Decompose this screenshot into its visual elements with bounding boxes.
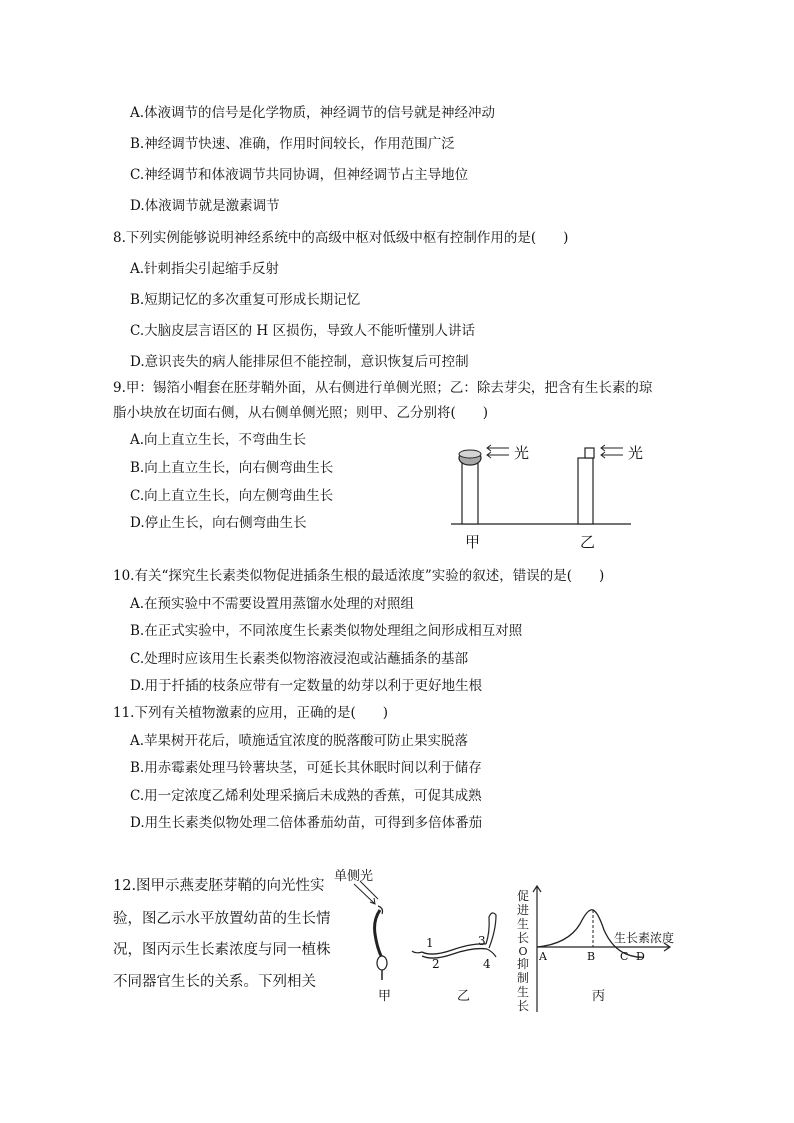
q12-label-bing: 丙: [592, 989, 606, 1004]
q11-stem: 11.下列有关植物激素的应用，正确的是( ): [113, 705, 389, 721]
q9-light-arrows-yi: [601, 445, 623, 458]
q12-y-axis-bottom-3: 生: [516, 985, 530, 999]
q11-option-c: C.用一定浓度乙烯利处理采摘后未成熟的香蕉，可促其成熟: [130, 788, 482, 804]
q8-option-c: C.大脑皮层言语区的 H 区损伤，导致人不能听懂别人讲话: [130, 323, 475, 339]
q10-option-a: A.在预实验中不需要设置用蒸馏水处理的对照组: [130, 596, 415, 612]
q12-stem-line3: 况，图丙示生长素浓度与同一植株: [113, 942, 331, 958]
q9-coleoptile-yi: [578, 458, 593, 524]
q11-option-d: D.用生长素类似物处理二倍体番茄幼苗，可得到多倍体番茄: [130, 815, 483, 831]
q9-option-b: B.向上直立生长，向右侧弯曲生长: [130, 460, 334, 476]
q10-option-b: B.在正式实验中，不同浓度生长素类似物处理组之间形成相互对照: [130, 623, 523, 639]
q12-y-axis-bottom-1: 抑: [516, 957, 530, 971]
q9-stem-line2: 脂小块放在切面右侧，从右侧单侧光照；则甲、乙分别将( ): [113, 405, 489, 421]
q7-option-d: D.体液调节就是激素调节: [130, 198, 280, 214]
q12-point-d: D: [636, 950, 645, 963]
q12-point-b: B: [587, 950, 596, 963]
q11-option-b: B.用赤霉素处理马铃薯块茎，可延长其休眠时间以利于储存: [130, 760, 482, 776]
q12-point-c: C: [620, 950, 629, 963]
q8-option-b: B.短期记忆的多次重复可形成长期记忆: [130, 292, 361, 308]
q10-option-c: C.处理时应该用生长素类似物溶液浸泡或沾蘸插条的基部: [130, 651, 469, 667]
q12-stem-line1: 12.图甲示燕麦胚芽鞘的向光性实: [113, 878, 325, 894]
q9-label-yi: 乙: [580, 533, 596, 551]
q12-y-axis-top-4: 长: [516, 931, 530, 945]
q12-seedling-num-4: 4: [483, 957, 491, 971]
q9-option-d: D.停止生长，向右侧弯曲生长: [130, 515, 307, 531]
q9-option-a: A.向上直立生长，不弯曲生长: [130, 432, 307, 448]
q12-stem-line2: 验，图乙示水平放置幼苗的生长情: [113, 911, 331, 927]
q12-label-jia: 甲: [378, 989, 392, 1004]
q7-option-c: C.神经调节和体液调节共同协调，但神经调节占主导地位: [130, 167, 469, 183]
q12-y-axis-bottom-4: 长: [516, 999, 530, 1013]
q12-x-axis-label: 生长素浓度: [614, 931, 675, 945]
q12-coleoptile-jia: [375, 910, 382, 958]
q9-light-label-2: 光: [628, 444, 644, 462]
q9-coleoptile-jia: [462, 460, 478, 524]
q12-origin: O: [518, 945, 528, 958]
q12-label-yi: 乙: [457, 989, 471, 1004]
q12-seedling-num-2: 2: [432, 957, 440, 971]
q12-y-axis-top-2: 进: [516, 903, 530, 917]
q12-light-arrow: [354, 881, 378, 904]
q9-figure: [445, 436, 645, 554]
q7-option-a: A.体液调节的信号是化学物质，神经调节的信号就是神经冲动: [130, 105, 496, 121]
q12-seedling-num-1: 1: [426, 936, 434, 950]
q9-agar-block: [585, 448, 594, 458]
q12-stem-line4: 不同器官生长的关系。下列相关: [113, 974, 316, 990]
q8-stem: 8.下列实例能够说明神经系统中的高级中枢对低级中枢有控制作用的是( ): [113, 230, 569, 246]
q12-figure: [334, 862, 690, 1017]
q8-option-d: D.意识丧失的病人能排尿但不能控制，意识恢复后可控制: [130, 354, 469, 370]
q9-stem-line1: 9.甲：锡箔小帽套在胚芽鞘外面，从右侧进行单侧光照；乙：除去芽尖，把含有生长素的琼: [113, 380, 653, 396]
q9-option-c: C.向上直立生长，向左侧弯曲生长: [130, 488, 334, 504]
q7-option-b: B.神经调节快速、准确，作用时间较长，作用范围广泛: [130, 136, 455, 152]
q9-light-label-1: 光: [514, 444, 530, 462]
q12-light-label: 单侧光: [334, 869, 374, 884]
q12-y-axis-top-1: 促: [516, 889, 530, 903]
q11-option-a: A.苹果树开花后，喷施适宜浓度的脱落酸可防止果实脱落: [130, 733, 469, 749]
q9-light-arrows-jia: [487, 445, 509, 458]
q12-y-axis-bottom-2: 制: [516, 971, 530, 985]
q10-stem: 10.有关“探究生长素类似物促进插条生根的最适浓度”实验的叙述，错误的是( ): [113, 568, 605, 584]
q12-seedling-num-3: 3: [478, 934, 486, 948]
q12-seed-jia: [377, 956, 387, 970]
q8-option-a: A.针刺指尖引起缩手反射: [130, 261, 280, 277]
q10-option-d: D.用于扦插的枝条应带有一定数量的幼芽以利于更好地生根: [130, 678, 483, 694]
q9-label-jia: 甲: [465, 533, 481, 551]
q12-point-a: A: [539, 950, 547, 963]
q12-y-axis-top-3: 生: [516, 917, 530, 931]
